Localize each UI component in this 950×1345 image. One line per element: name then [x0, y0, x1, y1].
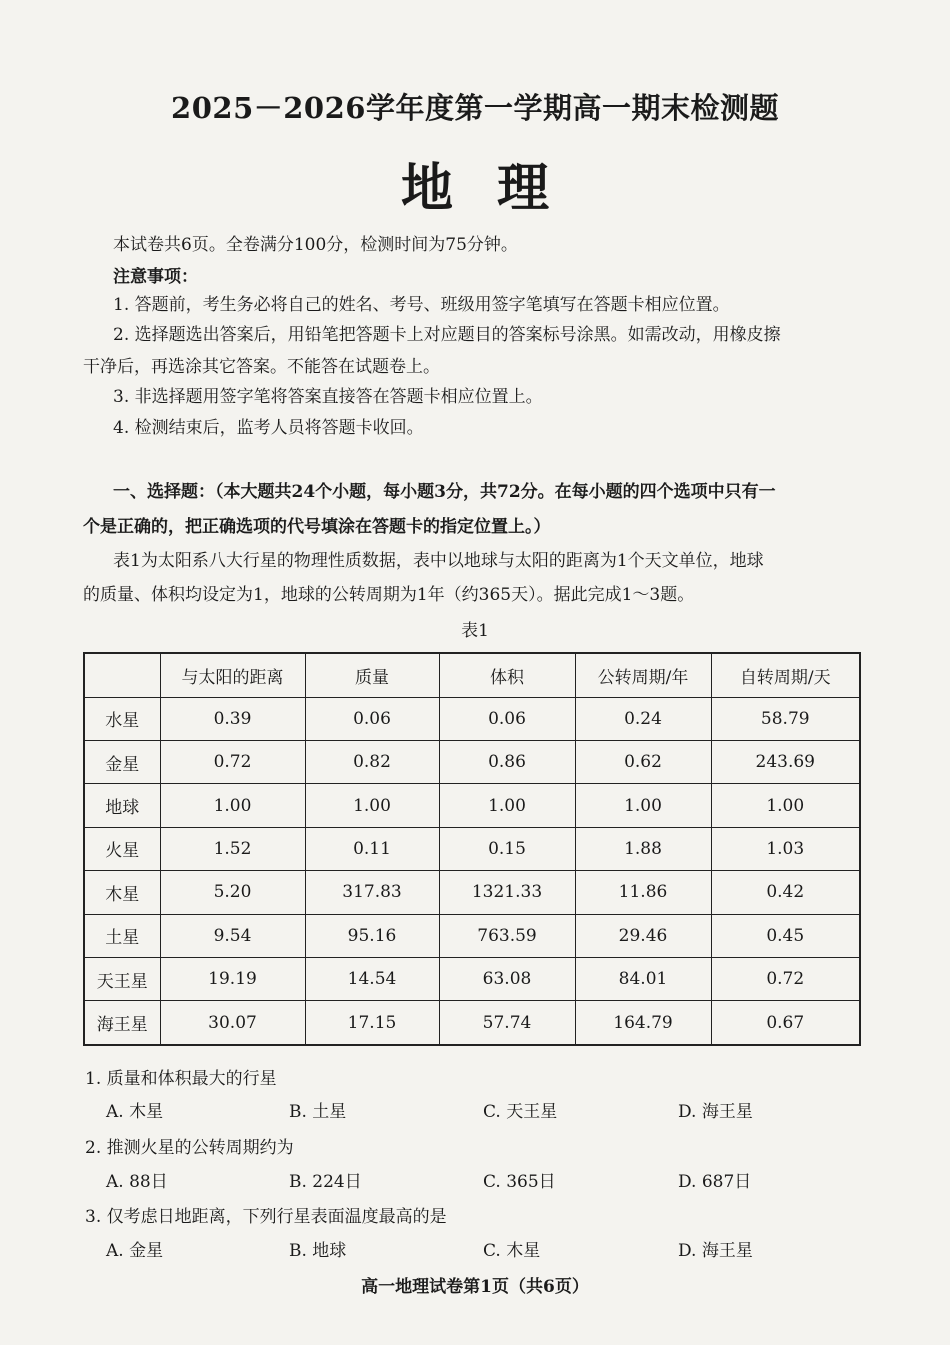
question-1-option-b: B. 土星	[289, 1102, 347, 1122]
table-cell: 0.72	[160, 741, 305, 784]
question-1-option-c: C. 天王星	[483, 1102, 558, 1122]
planet-name: 天王星	[84, 957, 160, 1000]
table-cell: 0.62	[575, 741, 711, 784]
table-cell: 763.59	[439, 914, 575, 957]
table-row	[84, 784, 860, 827]
table-cell: 1.52	[160, 827, 305, 870]
table-cell: 0.11	[305, 827, 439, 870]
table-header-cell: 公转周期/年	[575, 653, 711, 697]
table-cell: 1.88	[575, 827, 711, 870]
table-caption: 表1	[461, 621, 489, 641]
question-2-option-d: D. 687日	[678, 1172, 752, 1192]
question-stem-intro: 表1为太阳系八大行星的物理性质数据，表中以地球与太阳的距离为1个天文单位，地球	[113, 551, 764, 571]
table-row	[84, 871, 860, 914]
table-cell: 243.69	[711, 741, 860, 784]
table-cell: 0.15	[439, 827, 575, 870]
question-3-option-c: C. 木星	[483, 1241, 541, 1261]
table-cell: 0.67	[711, 1001, 860, 1045]
table-cell: 1.00	[711, 784, 860, 827]
planet-name: 金星	[84, 741, 160, 784]
notice-item: 3. 非选择题用签字笔将答案直接答在答题卡相应位置上。	[113, 387, 543, 407]
table-row	[84, 697, 860, 740]
table-cell: 29.46	[575, 914, 711, 957]
planet-name: 地球	[84, 784, 160, 827]
table-cell: 0.39	[160, 697, 305, 740]
table-row	[84, 957, 860, 1000]
table-header-cell: 质量	[305, 653, 439, 697]
question-1-option-a: A. 木星	[106, 1102, 164, 1122]
question-2-option-c: C. 365日	[483, 1172, 556, 1192]
question-3-option-b: B. 地球	[289, 1241, 347, 1261]
table-cell: 30.07	[160, 1001, 305, 1045]
table-cell: 95.16	[305, 914, 439, 957]
exam-title: 2025－2026学年度第一学期高一期末检测题	[171, 91, 779, 125]
table-cell: 57.74	[439, 1001, 575, 1045]
planet-name: 木星	[84, 871, 160, 914]
table-row	[84, 827, 860, 870]
table-row	[84, 741, 860, 784]
question-2-stem: 2. 推测火星的公转周期约为	[85, 1138, 294, 1158]
planet-name: 水星	[84, 697, 160, 740]
table-cell: 84.01	[575, 957, 711, 1000]
table-cell: 317.83	[305, 871, 439, 914]
exam-info: 本试卷共6页。全卷满分100分，检测时间为75分钟。	[113, 235, 518, 255]
table-cell: 5.20	[160, 871, 305, 914]
question-1-option-d: D. 海王星	[678, 1102, 753, 1122]
table-cell: 0.86	[439, 741, 575, 784]
table-header-cell: 自转周期/天	[711, 653, 860, 697]
notice-item-continued: 干净后，再选涂其它答案。不能答在试题卷上。	[83, 357, 440, 377]
table-cell: 1.00	[575, 784, 711, 827]
subject-title: 地理	[400, 158, 593, 219]
table-header-cell	[84, 653, 160, 697]
table-cell: 58.79	[711, 697, 860, 740]
table-cell: 9.54	[160, 914, 305, 957]
table-cell: 14.54	[305, 957, 439, 1000]
table-cell: 1.00	[160, 784, 305, 827]
table-cell: 0.42	[711, 871, 860, 914]
table-cell: 164.79	[575, 1001, 711, 1045]
notice-item: 4. 检测结束后，监考人员将答题卡收回。	[113, 418, 424, 438]
table-header-row	[84, 653, 860, 697]
table-cell: 0.06	[439, 697, 575, 740]
notice-item: 2. 选择题选出答案后，用铅笔把答题卡上对应题目的答案标号涂黑。如需改动，用橡皮擦	[113, 325, 781, 345]
page-footer: 高一地理试卷第1页（共6页）	[361, 1277, 589, 1297]
planet-data-table	[83, 652, 861, 1046]
notice-item: 1. 答题前，考生务必将自己的姓名、考号、班级用签字笔填写在答题卡相应位置。	[113, 295, 730, 315]
table-cell: 1.03	[711, 827, 860, 870]
question-2-option-b: B. 224日	[289, 1172, 362, 1192]
question-1-stem: 1. 质量和体积最大的行星	[85, 1069, 277, 1089]
planet-name: 土星	[84, 914, 160, 957]
question-3-option-a: A. 金星	[106, 1241, 164, 1261]
table-cell: 63.08	[439, 957, 575, 1000]
question-3-stem: 3. 仅考虑日地距离，下列行星表面温度最高的是	[85, 1207, 447, 1227]
table-cell: 17.15	[305, 1001, 439, 1045]
table-cell: 1.00	[305, 784, 439, 827]
table-cell: 0.24	[575, 697, 711, 740]
question-3-option-d: D. 海王星	[678, 1241, 753, 1261]
table-cell: 0.82	[305, 741, 439, 784]
table-cell: 0.72	[711, 957, 860, 1000]
planet-name: 火星	[84, 827, 160, 870]
table-cell: 0.06	[305, 697, 439, 740]
table-header-cell: 体积	[439, 653, 575, 697]
question-stem-intro-continued: 的质量、体积均设定为1，地球的公转周期为1年（约365天）。据此完成1～3题。	[83, 585, 695, 605]
table-row	[84, 914, 860, 957]
section-heading: 一、选择题：（本大题共24个小题，每小题3分，共72分。在每小题的四个选项中只有一	[113, 482, 776, 502]
table-cell: 1.00	[439, 784, 575, 827]
table-header-cell: 与太阳的距离	[160, 653, 305, 697]
table-row	[84, 1001, 860, 1045]
planet-name: 海王星	[84, 1001, 160, 1045]
table-cell: 1321.33	[439, 871, 575, 914]
section-heading-continued: 个是正确的，把正确选项的代号填涂在答题卡的指定位置上。）	[83, 517, 551, 537]
table-cell: 11.86	[575, 871, 711, 914]
notice-title: 注意事项：	[113, 267, 198, 287]
question-2-option-a: A. 88日	[106, 1172, 168, 1192]
table-cell: 19.19	[160, 957, 305, 1000]
table-cell: 0.45	[711, 914, 860, 957]
